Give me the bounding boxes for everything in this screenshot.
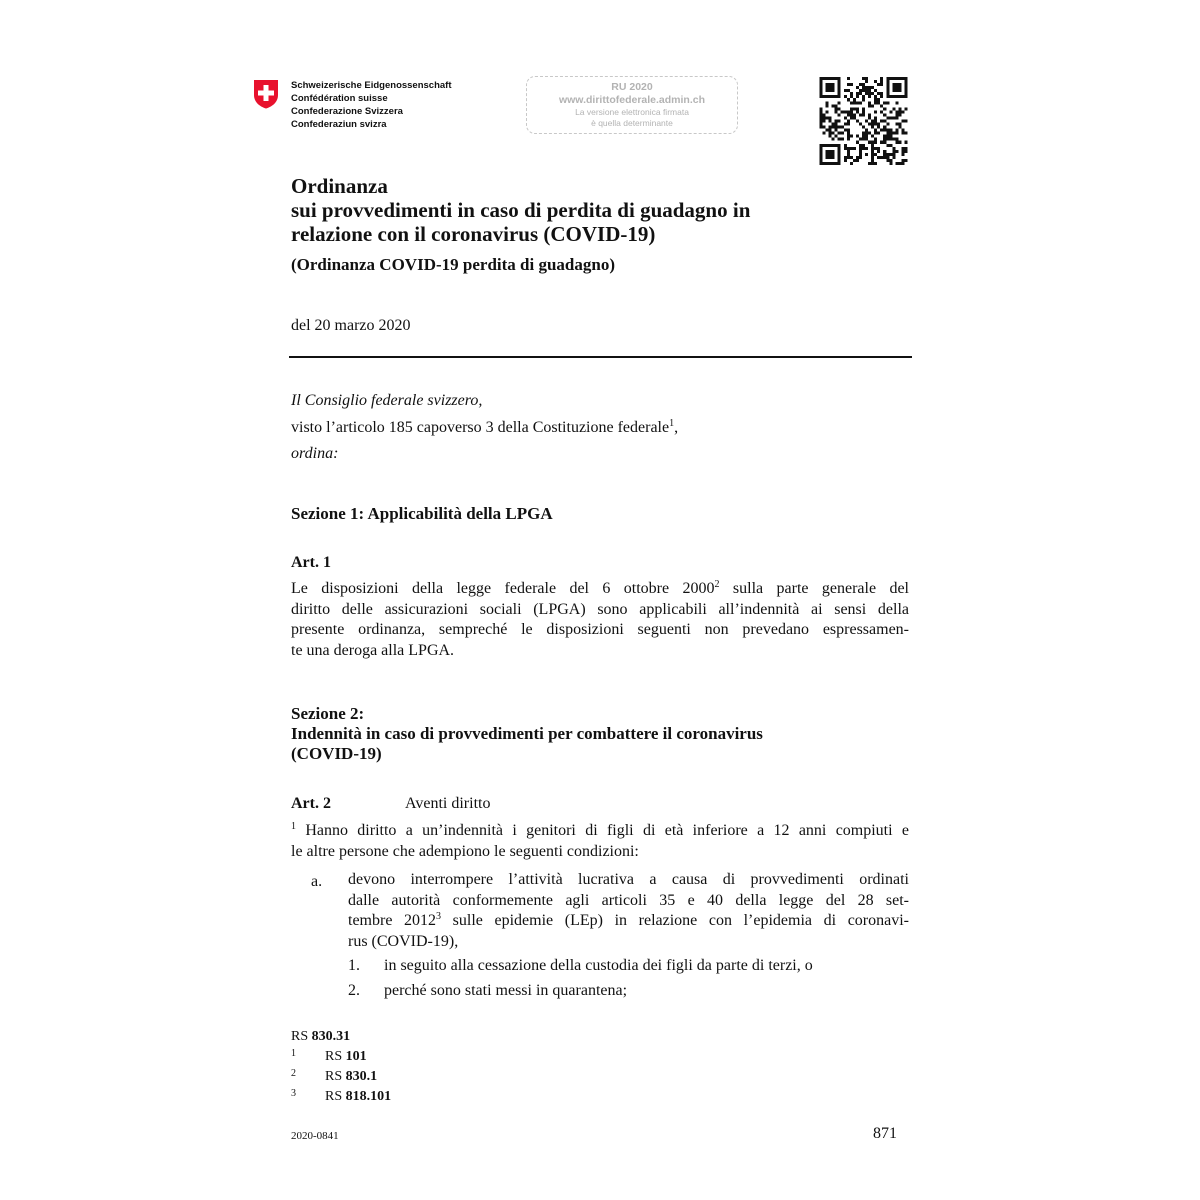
subitem-1-num: 1. <box>348 957 360 974</box>
footnote-prefix: RS <box>325 1069 346 1084</box>
footnote-item <box>291 1085 391 1105</box>
document-title <box>291 174 931 246</box>
stamp-note-1: La versione elettronica firmata <box>575 107 689 117</box>
preamble-basis-text: visto l’articolo 185 capoverso 3 della Costituzione federale <box>291 418 670 436</box>
footnote-item <box>291 1045 391 1065</box>
document-date: del 20 marzo 2020 <box>291 317 411 334</box>
item-a-line-3-text: tembre 2012 <box>348 912 437 929</box>
art-2-subject: Aventi diritto <box>405 795 491 812</box>
subitem-1-text: in seguito alla cessazione della custodia dei figli da parte di terzi, o <box>384 957 813 974</box>
title-line-1: Ordinanza <box>291 174 388 198</box>
footnote-ref-2[interactable]: 2 <box>714 579 720 590</box>
stamp-note-2: è quella determinante <box>591 118 673 128</box>
preamble <box>291 388 678 468</box>
document-code: 2020-0841 <box>291 1130 339 1142</box>
art-1-line: presente ordinanza, sempreché le disposizioni seguenti non prevedano espressamen- <box>291 621 909 638</box>
footnote-main <box>291 1028 350 1045</box>
item-a-body <box>348 870 909 952</box>
paragraph-number: 1 <box>291 821 296 832</box>
art-1-line: diritto delle assicurazioni sociali (LPGA) sono applicabili all’indennità ai sensi della <box>291 600 909 618</box>
footnote-prefix: RS <box>325 1089 346 1104</box>
footnote-num: 2 <box>291 1068 296 1079</box>
section-1-heading: Sezione 1: Applicabilità della LPGA <box>291 504 553 523</box>
section-2-heading-line-1: Sezione 2: <box>291 704 365 723</box>
preamble-basis-end: , <box>674 418 679 436</box>
art-2-para-line <box>291 821 909 842</box>
federation-names <box>291 79 452 131</box>
art-1-body <box>291 579 909 661</box>
stamp-ru: RU 2020 <box>611 81 653 93</box>
footnote-main-prefix: RS <box>291 1029 312 1044</box>
title-line-2: sui provvedimenti in caso di perdita di guadagno in <box>291 198 751 222</box>
footnote-main-ref[interactable]: 830.31 <box>311 1029 351 1044</box>
footnote-ref[interactable]: 101 <box>345 1049 367 1064</box>
art-1-title: Art. 1 <box>291 554 331 571</box>
official-stamp <box>526 76 738 134</box>
footnote-item <box>291 1065 391 1085</box>
title-divider <box>289 356 912 358</box>
item-a-line: dalle autorità conformemente agli articoli 35 e 40 della legge del 28 set- <box>348 891 909 909</box>
item-a-line <box>348 911 909 932</box>
short-title: (Ordinanza COVID-19 perdita di guadagno) <box>291 255 615 274</box>
section-2-heading-line-3: (COVID-19) <box>291 744 382 763</box>
item-a-line: devono interrompere l’attività lucrativa a causa di provvedimenti ordinati <box>348 871 909 888</box>
stamp-url: www.dirittofederale.admin.ch <box>558 94 706 106</box>
art-1-line-1-end: sulla parte generale del <box>719 580 910 597</box>
title-line-3: relazione con il coronavirus (COVID-19) <box>291 222 656 246</box>
item-a-line-3-end: sulle epidemie (LEp) in relazione con l’epidemia di coronavi- <box>441 912 909 929</box>
footnote-num: 3 <box>291 1088 296 1099</box>
preamble-authority: Il Consiglio federale svizzero, <box>291 392 483 409</box>
preamble-ordains: ordina: <box>291 445 339 462</box>
qr-code-icon <box>819 77 908 165</box>
federation-name-it: Confederazione Svizzera <box>291 106 403 117</box>
federation-name-de: Schweizerische Eidgenossenschaft <box>291 80 452 91</box>
footnote-prefix: RS <box>325 1049 346 1064</box>
art-2-paragraph-1 <box>291 821 909 862</box>
footnote-ref[interactable]: 818.101 <box>345 1089 392 1104</box>
section-2-heading-line-2: Indennità in caso di provvedimenti per combattere il coronavirus <box>291 724 763 743</box>
subitem-2-text: perché sono stati messi in quarantena; <box>384 982 628 999</box>
federation-name-rm: Confederaziun svizra <box>291 119 387 130</box>
footnote-num: 1 <box>291 1048 296 1059</box>
footnote-ref[interactable]: 830.1 <box>345 1069 378 1084</box>
item-a-label: a. <box>311 873 323 890</box>
art-1-line: te una deroga alla LPGA. <box>291 641 455 659</box>
subitem-2-num: 2. <box>348 982 360 999</box>
art-2-title: Art. 2 <box>291 795 331 812</box>
footnote-ref-1[interactable]: 1 <box>669 417 675 429</box>
footnote-ref-3[interactable]: 3 <box>436 911 442 922</box>
art-1-line <box>291 579 909 600</box>
swiss-cross-icon <box>253 79 279 109</box>
federation-name-fr: Confédération suisse <box>291 93 388 104</box>
preamble-basis <box>291 415 678 442</box>
page-number: 871 <box>873 1125 897 1142</box>
item-a-line: rus (COVID-19), <box>348 932 459 950</box>
art-2-para-line-1-text: Hanno diritto a un’indennità i genitori di figli di età inferiore a 12 anni compiuti e <box>296 822 909 839</box>
footnote-list <box>291 1045 391 1105</box>
section-2-heading <box>291 704 763 764</box>
art-2-para-line: le altre persone che adempiono le seguenti condizioni: <box>291 842 639 860</box>
art-1-line-1-text: Le disposizioni della legge federale del 6 ottobre 2000 <box>291 580 715 597</box>
